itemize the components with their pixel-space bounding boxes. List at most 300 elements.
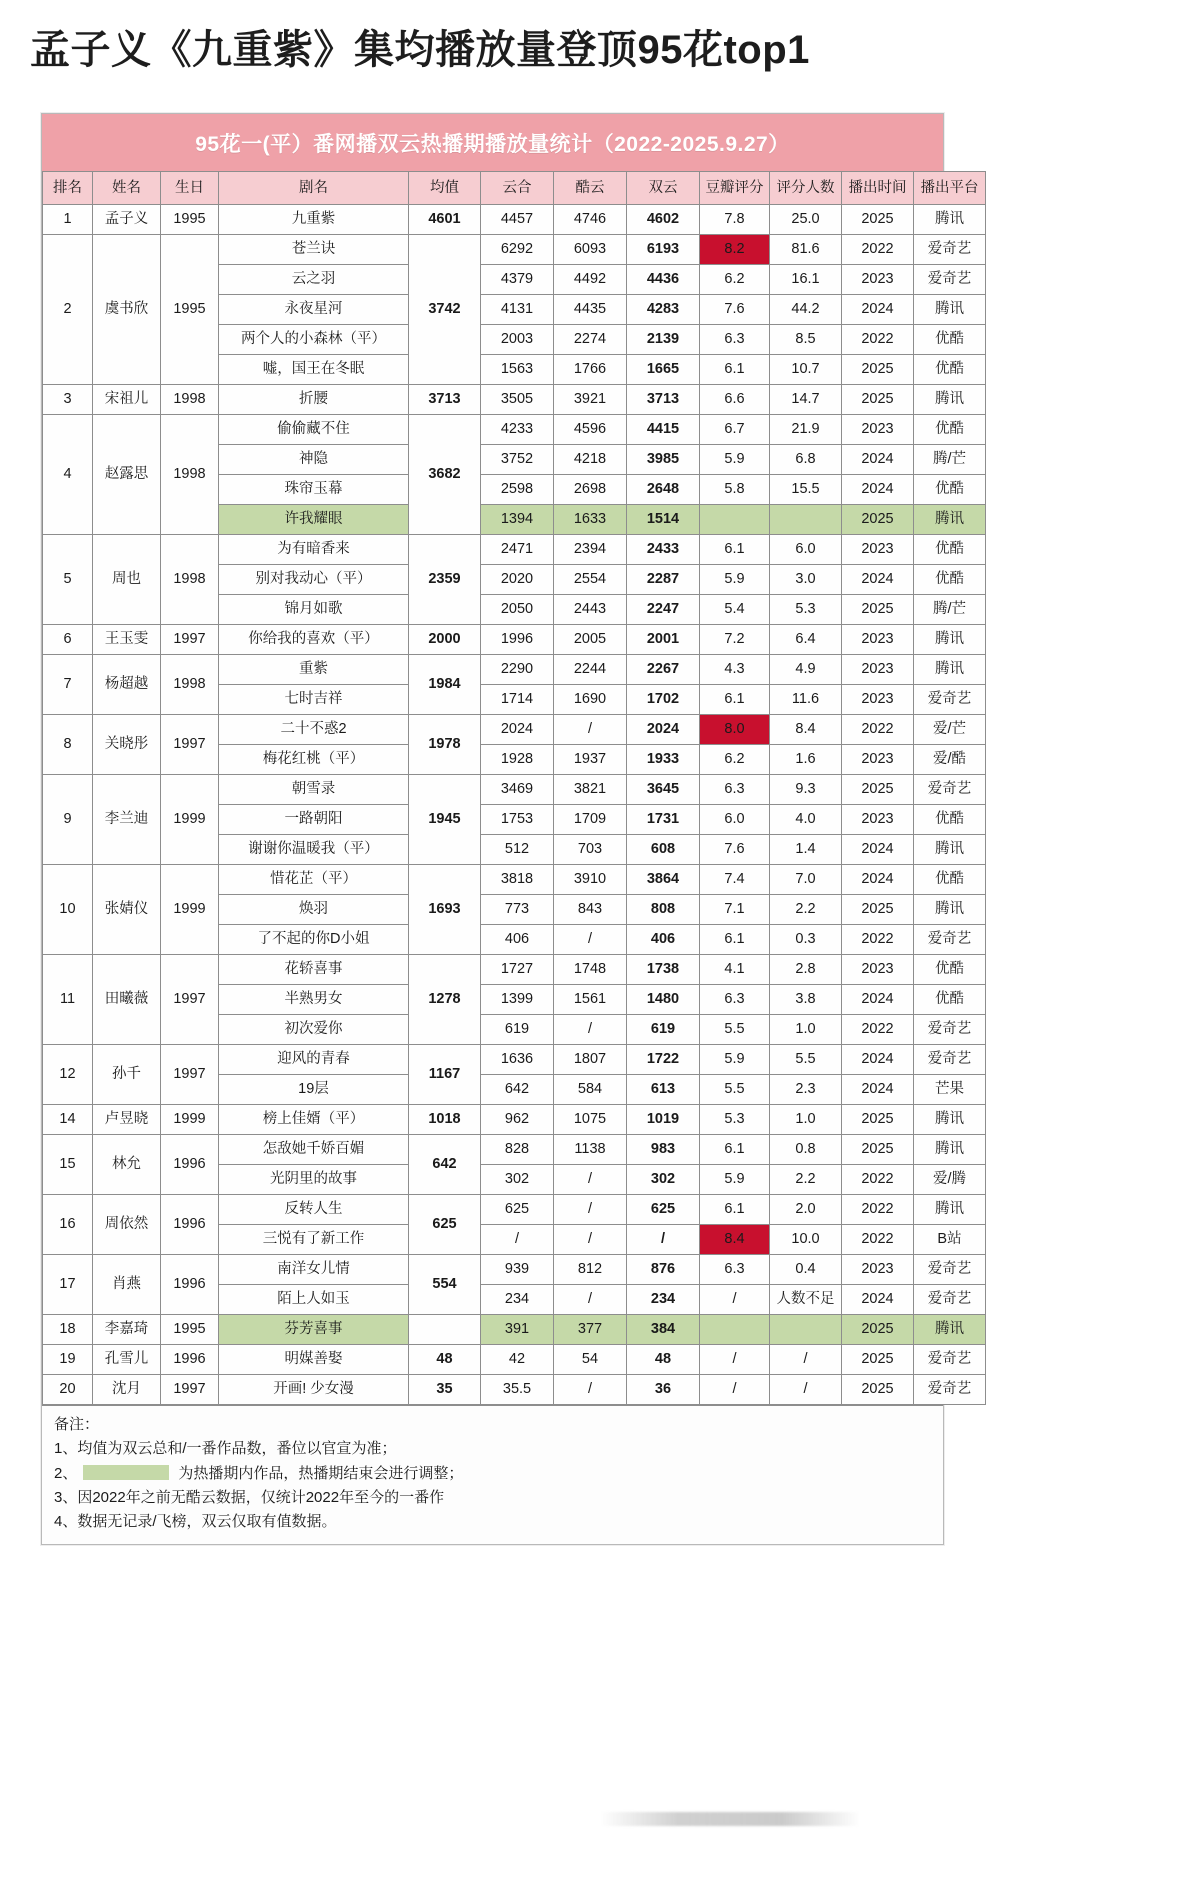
cell-time: 2024 bbox=[842, 1075, 914, 1105]
cell-score: / bbox=[700, 1285, 770, 1315]
cell-birth: 1999 bbox=[161, 1105, 219, 1135]
cell-platform: 优酷 bbox=[914, 805, 986, 835]
table-row bbox=[43, 1255, 986, 1285]
cell-average: 642 bbox=[409, 1135, 481, 1195]
column-header-4: 均值 bbox=[409, 172, 481, 205]
column-header-5: 云合 bbox=[481, 172, 554, 205]
cell-shuang: 36 bbox=[627, 1375, 700, 1405]
cell-platform: 腾讯 bbox=[914, 1315, 986, 1345]
cell-average: 3742 bbox=[409, 235, 481, 385]
cell-average: 625 bbox=[409, 1195, 481, 1255]
cell-drama: 南洋女儿情 bbox=[219, 1255, 409, 1285]
cell-shuang: 406 bbox=[627, 925, 700, 955]
cell-drama: 明媒善娶 bbox=[219, 1345, 409, 1375]
cell-time: 2023 bbox=[842, 745, 914, 775]
cell-shuang: 2024 bbox=[627, 715, 700, 745]
table-row bbox=[43, 1135, 986, 1165]
column-header-10: 播出时间 bbox=[842, 172, 914, 205]
table-row bbox=[43, 1375, 986, 1405]
cell-drama: 两个人的小森林（平） bbox=[219, 325, 409, 355]
cell-platform: 优酷 bbox=[914, 415, 986, 445]
cell-platform: 腾/芒 bbox=[914, 445, 986, 475]
cell-kuyun: / bbox=[554, 1195, 627, 1225]
cell-average: 1984 bbox=[409, 655, 481, 715]
cell-score: 6.1 bbox=[700, 925, 770, 955]
cell-kuyun: 6093 bbox=[554, 235, 627, 265]
cell-time: 2023 bbox=[842, 1255, 914, 1285]
table-row bbox=[43, 775, 986, 805]
cell-name: 周也 bbox=[93, 535, 161, 625]
cell-name: 林允 bbox=[93, 1135, 161, 1195]
cell-kuyun: / bbox=[554, 1225, 627, 1255]
cell-platform: 爱奇艺 bbox=[914, 235, 986, 265]
cell-kuyun: 1633 bbox=[554, 505, 627, 535]
cell-shuang: 384 bbox=[627, 1315, 700, 1345]
cell-rank: 20 bbox=[43, 1375, 93, 1405]
cell-time: 2024 bbox=[842, 835, 914, 865]
notes-header: 备注： bbox=[54, 1416, 100, 1433]
cell-birth: 1999 bbox=[161, 865, 219, 955]
cell-birth: 1996 bbox=[161, 1255, 219, 1315]
cell-raters: 10.0 bbox=[770, 1225, 842, 1255]
cell-shuang: 2287 bbox=[627, 565, 700, 595]
cell-yunhe: 4131 bbox=[481, 295, 554, 325]
cell-shuang: 302 bbox=[627, 1165, 700, 1195]
cell-platform: 腾讯 bbox=[914, 385, 986, 415]
cell-score: 6.1 bbox=[700, 535, 770, 565]
cell-score bbox=[700, 1315, 770, 1345]
cell-score: 5.9 bbox=[700, 565, 770, 595]
cell-birth: 1998 bbox=[161, 415, 219, 535]
cell-time: 2024 bbox=[842, 1045, 914, 1075]
cell-drama: 反转人生 bbox=[219, 1195, 409, 1225]
cell-drama: 开画! 少女漫 bbox=[219, 1375, 409, 1405]
cell-kuyun: 1690 bbox=[554, 685, 627, 715]
cell-time: 2022 bbox=[842, 925, 914, 955]
cell-platform: 优酷 bbox=[914, 535, 986, 565]
cell-drama: 惜花芷（平） bbox=[219, 865, 409, 895]
note-2 bbox=[54, 1462, 943, 1486]
page-title: 孟子义《九重紫》集均播放量登顶95花top1 bbox=[30, 28, 810, 72]
cell-kuyun: 2005 bbox=[554, 625, 627, 655]
cell-time: 2025 bbox=[842, 1345, 914, 1375]
cell-kuyun: 2394 bbox=[554, 535, 627, 565]
cell-rank: 18 bbox=[43, 1315, 93, 1345]
table-row bbox=[43, 955, 986, 985]
cell-kuyun: 1709 bbox=[554, 805, 627, 835]
cell-birth: 1997 bbox=[161, 625, 219, 655]
cell-time: 2023 bbox=[842, 265, 914, 295]
cell-raters: 3.8 bbox=[770, 985, 842, 1015]
cell-shuang: 6193 bbox=[627, 235, 700, 265]
cell-score: 5.5 bbox=[700, 1075, 770, 1105]
column-header-1: 姓名 bbox=[93, 172, 161, 205]
cell-drama: 苍兰诀 bbox=[219, 235, 409, 265]
cell-raters: 10.7 bbox=[770, 355, 842, 385]
cell-rank: 5 bbox=[43, 535, 93, 625]
cell-rank: 19 bbox=[43, 1345, 93, 1375]
cell-yunhe: 6292 bbox=[481, 235, 554, 265]
cell-kuyun: 1561 bbox=[554, 985, 627, 1015]
cell-yunhe: 42 bbox=[481, 1345, 554, 1375]
cell-raters: 81.6 bbox=[770, 235, 842, 265]
cell-platform: 优酷 bbox=[914, 355, 986, 385]
cell-drama: 花轿喜事 bbox=[219, 955, 409, 985]
cell-shuang: 1019 bbox=[627, 1105, 700, 1135]
cell-shuang: 625 bbox=[627, 1195, 700, 1225]
table-row bbox=[43, 655, 986, 685]
cell-drama: 嘘，国王在冬眠 bbox=[219, 355, 409, 385]
cell-average: 2359 bbox=[409, 535, 481, 625]
cell-platform: 爱奇艺 bbox=[914, 265, 986, 295]
cell-score: 7.8 bbox=[700, 205, 770, 235]
cell-drama: 陌上人如玉 bbox=[219, 1285, 409, 1315]
cell-time: 2024 bbox=[842, 475, 914, 505]
cell-kuyun: 2274 bbox=[554, 325, 627, 355]
cell-raters: 1.6 bbox=[770, 745, 842, 775]
cell-time: 2025 bbox=[842, 1315, 914, 1345]
table-row bbox=[43, 1195, 986, 1225]
cell-drama: 许我耀眼 bbox=[219, 505, 409, 535]
cell-yunhe: 3505 bbox=[481, 385, 554, 415]
cell-raters: 4.0 bbox=[770, 805, 842, 835]
cell-drama: 迎风的青春 bbox=[219, 1045, 409, 1075]
cell-rank: 17 bbox=[43, 1255, 93, 1315]
cell-name: 李兰迪 bbox=[93, 775, 161, 865]
cell-rank: 6 bbox=[43, 625, 93, 655]
cell-drama: 初次爱你 bbox=[219, 1015, 409, 1045]
cell-raters: 4.9 bbox=[770, 655, 842, 685]
cell-platform: 爱奇艺 bbox=[914, 1345, 986, 1375]
sheet-title: 95花一(平）番网播双云热播期播放量统计（2022-2025.9.27） bbox=[42, 114, 943, 171]
cell-platform: 腾讯 bbox=[914, 1195, 986, 1225]
cell-yunhe: 1399 bbox=[481, 985, 554, 1015]
cell-raters: 0.4 bbox=[770, 1255, 842, 1285]
column-header-6: 酷云 bbox=[554, 172, 627, 205]
cell-shuang: 1722 bbox=[627, 1045, 700, 1075]
cell-time: 2024 bbox=[842, 865, 914, 895]
cell-shuang: 4436 bbox=[627, 265, 700, 295]
cell-raters: 6.4 bbox=[770, 625, 842, 655]
cell-drama: 永夜星河 bbox=[219, 295, 409, 325]
cell-yunhe: 234 bbox=[481, 1285, 554, 1315]
cell-yunhe: 2003 bbox=[481, 325, 554, 355]
cell-time: 2023 bbox=[842, 535, 914, 565]
cell-kuyun: 584 bbox=[554, 1075, 627, 1105]
cell-yunhe: 1636 bbox=[481, 1045, 554, 1075]
stats-sheet bbox=[41, 113, 979, 1545]
table-row bbox=[43, 625, 986, 655]
cell-time: 2023 bbox=[842, 955, 914, 985]
cell-shuang: 234 bbox=[627, 1285, 700, 1315]
cell-score: 5.8 bbox=[700, 475, 770, 505]
cell-drama: 半熟男女 bbox=[219, 985, 409, 1015]
cell-score: 6.6 bbox=[700, 385, 770, 415]
cell-platform: 爱/酷 bbox=[914, 745, 986, 775]
note-3: 3、因2022年之前无酷云数据，仅统计2022年至今的一番作 bbox=[54, 1488, 445, 1506]
table-row bbox=[43, 715, 986, 745]
cell-kuyun: 4218 bbox=[554, 445, 627, 475]
cell-raters: 11.6 bbox=[770, 685, 842, 715]
cell-raters: 0.8 bbox=[770, 1135, 842, 1165]
cell-shuang: / bbox=[627, 1225, 700, 1255]
cell-yunhe: 1563 bbox=[481, 355, 554, 385]
cell-yunhe: 4379 bbox=[481, 265, 554, 295]
cell-yunhe: 2024 bbox=[481, 715, 554, 745]
cell-yunhe: 2598 bbox=[481, 475, 554, 505]
table-body bbox=[43, 205, 986, 1405]
cell-yunhe: 1714 bbox=[481, 685, 554, 715]
cell-shuang: 2648 bbox=[627, 475, 700, 505]
cell-raters: 3.0 bbox=[770, 565, 842, 595]
cell-score: 4.1 bbox=[700, 955, 770, 985]
cell-birth: 1995 bbox=[161, 1315, 219, 1345]
table-row bbox=[43, 235, 986, 265]
cell-drama: 19层 bbox=[219, 1075, 409, 1105]
cell-birth: 1997 bbox=[161, 955, 219, 1045]
cell-platform: 优酷 bbox=[914, 325, 986, 355]
cell-time: 2023 bbox=[842, 685, 914, 715]
cell-time: 2025 bbox=[842, 775, 914, 805]
cell-yunhe: 302 bbox=[481, 1165, 554, 1195]
cell-yunhe: 1753 bbox=[481, 805, 554, 835]
cell-kuyun: 1937 bbox=[554, 745, 627, 775]
cell-platform: 爱/芒 bbox=[914, 715, 986, 745]
cell-shuang: 3645 bbox=[627, 775, 700, 805]
cell-birth: 1996 bbox=[161, 1345, 219, 1375]
cell-score: 6.3 bbox=[700, 775, 770, 805]
cell-yunhe: 1996 bbox=[481, 625, 554, 655]
cell-shuang: 3713 bbox=[627, 385, 700, 415]
cell-average: 1167 bbox=[409, 1045, 481, 1105]
cell-kuyun: 3821 bbox=[554, 775, 627, 805]
cell-time: 2023 bbox=[842, 415, 914, 445]
cell-time: 2024 bbox=[842, 1285, 914, 1315]
cell-shuang: 808 bbox=[627, 895, 700, 925]
table-head bbox=[43, 172, 986, 205]
cell-time: 2022 bbox=[842, 235, 914, 265]
cell-score: 5.5 bbox=[700, 1015, 770, 1045]
cell-birth: 1998 bbox=[161, 535, 219, 625]
cell-score: 6.1 bbox=[700, 355, 770, 385]
cell-raters: 2.2 bbox=[770, 895, 842, 925]
note-4: 4、数据无记录/飞榜，双云仅取有值数据。 bbox=[54, 1513, 337, 1531]
cell-kuyun: 1138 bbox=[554, 1135, 627, 1165]
table-row bbox=[43, 1105, 986, 1135]
cell-shuang: 1933 bbox=[627, 745, 700, 775]
cell-time: 2022 bbox=[842, 1015, 914, 1045]
note-2-text: 为热播期内作品，热播期结束会进行调整； bbox=[178, 1464, 464, 1482]
cell-drama: 怎敌她千娇百媚 bbox=[219, 1135, 409, 1165]
cell-shuang: 983 bbox=[627, 1135, 700, 1165]
cell-platform: 腾讯 bbox=[914, 895, 986, 925]
cell-time: 2022 bbox=[842, 1225, 914, 1255]
cell-raters: 2.8 bbox=[770, 955, 842, 985]
cell-average: 1278 bbox=[409, 955, 481, 1045]
cell-kuyun: 3921 bbox=[554, 385, 627, 415]
cell-name: 李嘉琦 bbox=[93, 1315, 161, 1345]
cell-name: 宋祖儿 bbox=[93, 385, 161, 415]
cell-yunhe: 625 bbox=[481, 1195, 554, 1225]
cell-raters: 8.4 bbox=[770, 715, 842, 745]
column-header-0: 排名 bbox=[43, 172, 93, 205]
cell-rank: 10 bbox=[43, 865, 93, 955]
cell-raters bbox=[770, 505, 842, 535]
cell-shuang: 1480 bbox=[627, 985, 700, 1015]
cell-drama: 二十不惑2 bbox=[219, 715, 409, 745]
cell-yunhe: 512 bbox=[481, 835, 554, 865]
cell-platform: 爱奇艺 bbox=[914, 1255, 986, 1285]
cell-time: 2022 bbox=[842, 1165, 914, 1195]
cell-score: 7.1 bbox=[700, 895, 770, 925]
cell-drama: 三悦有了新工作 bbox=[219, 1225, 409, 1255]
cell-birth: 1995 bbox=[161, 205, 219, 235]
cell-platform: 腾讯 bbox=[914, 205, 986, 235]
cell-platform: 优酷 bbox=[914, 475, 986, 505]
column-header-7: 双云 bbox=[627, 172, 700, 205]
cell-raters: 1.0 bbox=[770, 1105, 842, 1135]
cell-time: 2024 bbox=[842, 565, 914, 595]
cell-drama: 锦月如歌 bbox=[219, 595, 409, 625]
cell-yunhe: 3818 bbox=[481, 865, 554, 895]
cell-kuyun: 3910 bbox=[554, 865, 627, 895]
cell-name: 张婧仪 bbox=[93, 865, 161, 955]
cell-shuang: 4283 bbox=[627, 295, 700, 325]
cell-time: 2025 bbox=[842, 385, 914, 415]
cell-drama: 一路朝阳 bbox=[219, 805, 409, 835]
cell-yunhe: 2020 bbox=[481, 565, 554, 595]
cell-rank: 11 bbox=[43, 955, 93, 1045]
cell-birth: 1996 bbox=[161, 1195, 219, 1255]
cell-kuyun: 4746 bbox=[554, 205, 627, 235]
cell-yunhe: 2471 bbox=[481, 535, 554, 565]
cell-platform: 爱奇艺 bbox=[914, 1045, 986, 1075]
cell-rank: 14 bbox=[43, 1105, 93, 1135]
cell-yunhe: 391 bbox=[481, 1315, 554, 1345]
cell-drama: 梅花红桃（平） bbox=[219, 745, 409, 775]
cell-average: 1018 bbox=[409, 1105, 481, 1135]
cell-average: 2000 bbox=[409, 625, 481, 655]
cell-shuang: 1738 bbox=[627, 955, 700, 985]
cell-time: 2023 bbox=[842, 625, 914, 655]
cell-kuyun: 4596 bbox=[554, 415, 627, 445]
cell-platform: 爱奇艺 bbox=[914, 1375, 986, 1405]
cell-drama: 榜上佳婿（平） bbox=[219, 1105, 409, 1135]
cell-name: 赵露思 bbox=[93, 415, 161, 535]
cell-kuyun: 1075 bbox=[554, 1105, 627, 1135]
cell-name: 孙千 bbox=[93, 1045, 161, 1105]
cell-score: 7.6 bbox=[700, 835, 770, 865]
cell-platform: 爱奇艺 bbox=[914, 685, 986, 715]
cell-score: 6.1 bbox=[700, 1135, 770, 1165]
cell-score: 8.4 bbox=[700, 1225, 770, 1255]
cell-yunhe: 642 bbox=[481, 1075, 554, 1105]
cell-rank: 8 bbox=[43, 715, 93, 775]
cell-platform: 腾讯 bbox=[914, 1135, 986, 1165]
cell-yunhe: 939 bbox=[481, 1255, 554, 1285]
cell-time: 2022 bbox=[842, 1195, 914, 1225]
cell-drama: 神隐 bbox=[219, 445, 409, 475]
cell-kuyun: 2554 bbox=[554, 565, 627, 595]
cell-time: 2022 bbox=[842, 325, 914, 355]
cell-raters: 2.2 bbox=[770, 1165, 842, 1195]
cell-kuyun: 1766 bbox=[554, 355, 627, 385]
cell-shuang: 1731 bbox=[627, 805, 700, 835]
cell-raters: 44.2 bbox=[770, 295, 842, 325]
cell-name: 肖燕 bbox=[93, 1255, 161, 1315]
cell-yunhe: 1727 bbox=[481, 955, 554, 985]
cell-kuyun: 1807 bbox=[554, 1045, 627, 1075]
cell-drama: 别对我动心（平） bbox=[219, 565, 409, 595]
cell-name: 孟子义 bbox=[93, 205, 161, 235]
cell-score: 6.1 bbox=[700, 1195, 770, 1225]
cell-time: 2023 bbox=[842, 805, 914, 835]
cell-time: 2023 bbox=[842, 655, 914, 685]
cell-platform: 腾讯 bbox=[914, 625, 986, 655]
table-row bbox=[43, 1345, 986, 1375]
cell-average: 554 bbox=[409, 1255, 481, 1315]
cell-yunhe: 828 bbox=[481, 1135, 554, 1165]
cell-raters: 5.3 bbox=[770, 595, 842, 625]
cell-kuyun: 54 bbox=[554, 1345, 627, 1375]
cell-score: 5.9 bbox=[700, 1045, 770, 1075]
cell-kuyun: 1748 bbox=[554, 955, 627, 985]
table-row bbox=[43, 535, 986, 565]
column-header-8: 豆瓣评分 bbox=[700, 172, 770, 205]
cell-rank: 3 bbox=[43, 385, 93, 415]
cell-average: 1693 bbox=[409, 865, 481, 955]
cell-score: 4.3 bbox=[700, 655, 770, 685]
cell-platform: 腾讯 bbox=[914, 835, 986, 865]
cell-platform: 腾讯 bbox=[914, 655, 986, 685]
cell-yunhe: 4233 bbox=[481, 415, 554, 445]
cell-kuyun: 377 bbox=[554, 1315, 627, 1345]
cell-yunhe: 2050 bbox=[481, 595, 554, 625]
table-row bbox=[43, 205, 986, 235]
cell-drama: 芬芳喜事 bbox=[219, 1315, 409, 1345]
cell-yunhe: 4457 bbox=[481, 205, 554, 235]
cell-platform: B站 bbox=[914, 1225, 986, 1255]
cell-kuyun: / bbox=[554, 1375, 627, 1405]
cell-kuyun: 703 bbox=[554, 835, 627, 865]
cell-drama: 谢谢你温暖我（平） bbox=[219, 835, 409, 865]
column-header-9: 评分人数 bbox=[770, 172, 842, 205]
cell-yunhe: 35.5 bbox=[481, 1375, 554, 1405]
cell-score: 6.3 bbox=[700, 1255, 770, 1285]
cell-platform: 优酷 bbox=[914, 565, 986, 595]
cell-drama: 光阴里的故事 bbox=[219, 1165, 409, 1195]
cell-time: 2025 bbox=[842, 1105, 914, 1135]
cell-average: 1945 bbox=[409, 775, 481, 865]
cell-drama: 重紫 bbox=[219, 655, 409, 685]
cell-shuang: 1702 bbox=[627, 685, 700, 715]
column-header-11: 播出平台 bbox=[914, 172, 986, 205]
cell-yunhe: 3752 bbox=[481, 445, 554, 475]
table-row bbox=[43, 385, 986, 415]
cell-yunhe: 619 bbox=[481, 1015, 554, 1045]
cell-platform: 爱奇艺 bbox=[914, 775, 986, 805]
cell-name: 周依然 bbox=[93, 1195, 161, 1255]
cell-time: 2025 bbox=[842, 355, 914, 385]
cell-raters: 6.0 bbox=[770, 535, 842, 565]
cell-kuyun: 2698 bbox=[554, 475, 627, 505]
cell-platform: 爱奇艺 bbox=[914, 925, 986, 955]
cell-shuang: 608 bbox=[627, 835, 700, 865]
cell-score: 5.9 bbox=[700, 445, 770, 475]
cell-shuang: 2247 bbox=[627, 595, 700, 625]
cell-platform: 爱奇艺 bbox=[914, 1285, 986, 1315]
cell-raters: 人数不足 bbox=[770, 1285, 842, 1315]
